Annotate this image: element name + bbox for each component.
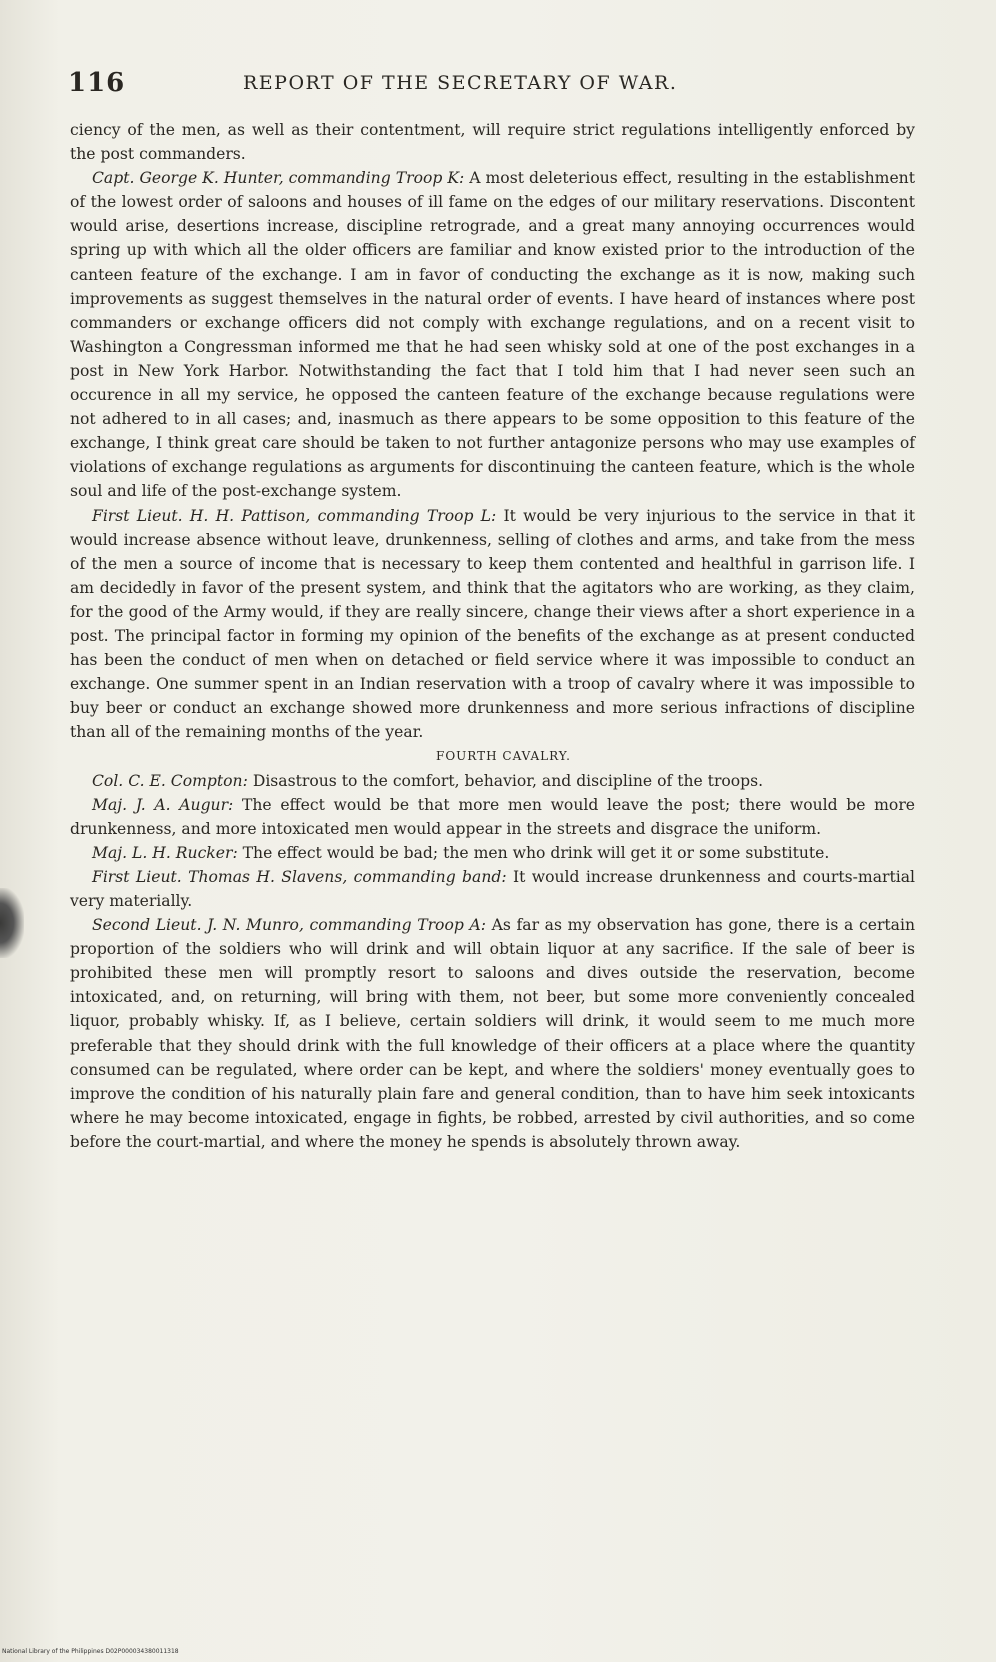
testimony-text: It would increase drunkenness and courts-martial very materially.	[70, 867, 915, 910]
paragraph-continuation: ciency of the men, as well as their contentment, will require strict regulations intelligently enforced by the post commanders.	[70, 121, 915, 164]
testimony-text: Disastrous to the comfort, behavior, and discipline of the troops.	[247, 771, 764, 790]
speaker-name: First Lieut. Thomas H. Slavens, commanding band:	[92, 867, 507, 886]
scan-edge-mark	[0, 888, 24, 958]
body-text	[70, 118, 915, 1154]
testimony-text: The effect would be bad; the men who drink will get it or some substitute.	[237, 843, 830, 862]
page-number: 116	[68, 68, 126, 98]
testimony-text: As far as my observation has gone, there is a certain proportion of the soldiers who will drink and will obtain liquor at any sacrifice. If the sale of beer is prohibited these men will promptly resort to saloons and dives outside the reservation, become intoxicated, and, on returning, will bring with them, not beer, but some more conveniently concealed liquor, probably whisky. If, as I believe, certain soldiers will drink, it would seem to me much more preferable that they should drink with the full knowledge of their officers at a place where the quantity consumed can be regulated, where order can be kept, and where the soldiers' money eventually goes to improve the condition of his naturally plain fare and general condition, than to have him seek intoxicants where he may become intoxicated, engage in fights, be robbed, arrested by civil authorities, and so come before the court-martial, and where the money he spends is absolutely thrown away.	[70, 916, 915, 1151]
testimony-text: A most deleterious effect, resulting in the establishment of the lowest order of saloons and houses of ill fame on the edges of our military reservations. Discontent would arise, desertions increase, discipline retrograde, and a great many annoying occurrences would spring up with which all the older officers are familiar and know existed prior to the introduction of the canteen feature of the exchange. I am in favor of conducting the exchange as it is now, making such improvements as suggest themselves in the natural order of events. I have heard of instances where post commanders or exchange officers did not comply with exchange regulations, and on a recent visit to Washington a Congressman informed me that he had seen whisky sold at one of the post exchanges in a post in New York Harbor. Notwithstanding the fact that I told him that I had never seen such an occurence in all my service, he opposed the canteen feature of the exchange because regulations were not adhered to in all cases; and, inasmuch as there appears to be some opposition to this feature of the exchange, I think great care should be taken to not further antagonize persons who may use examples of violations of exchange regulations as arguments for discontinuing the canteen feature, which is the whole soul and life of the post-exchange system.	[70, 169, 915, 501]
testimony-slavens	[70, 865, 915, 913]
speaker-name: First Lieut. H. H. Pattison, commanding Troop L:	[92, 506, 497, 525]
testimony-troop-k	[70, 166, 915, 503]
speaker-name: Col. C. E. Compton:	[92, 771, 248, 790]
section-heading: FOURTH CAVALRY.	[436, 749, 571, 764]
speaker-name: Maj. J. A. Augur:	[92, 795, 234, 814]
testimony-augur	[70, 793, 915, 841]
page-header	[68, 68, 928, 100]
speaker-name: Maj. L. H. Rucker:	[92, 843, 238, 862]
speaker-name: Second Lieut. J. N. Munro, commanding Troop A:	[92, 916, 486, 935]
testimony-text: It would be very injurious to the service in that it would increase absence without leave, drunkenness, selling of clothes and arms, and take from the mess of the men a source of income that is necessary to keep them contented and healthful in garrison life. I am decidedly in favor of the present system, and think that the agitators who are working, as they claim, for the good of the Army would, if they are really sincere, change their views after a short experience in a post. The principal factor in forming my opinion of the benefits of the exchange as at present conducted has been the conduct of men when on detached or field service where it was impossible to conduct an exchange. One summer spent in an Indian reservation with a troop of cavalry where it was impossible to buy beer or conduct an exchange showed more drunkenness and more serious infractions of discipline than all of the remaining months of the year.	[70, 506, 915, 742]
testimony-troop-l	[70, 504, 915, 745]
testimony-compton	[70, 769, 915, 793]
testimony-munro	[70, 913, 915, 1154]
speaker-name: Capt. George K. Hunter, commanding Troop K:	[92, 169, 465, 188]
running-title: REPORT OF THE SECRETARY OF WAR.	[243, 72, 678, 94]
testimony-text: The effect would be that more men would leave the post; there would be more drunkenness, and more intoxicated men would appear in the streets and disgrace the uniform.	[70, 795, 915, 838]
scan-footer-stamp: National Library of the Philippines D02P000034380011318	[2, 1648, 179, 1655]
testimony-rucker	[70, 841, 915, 865]
